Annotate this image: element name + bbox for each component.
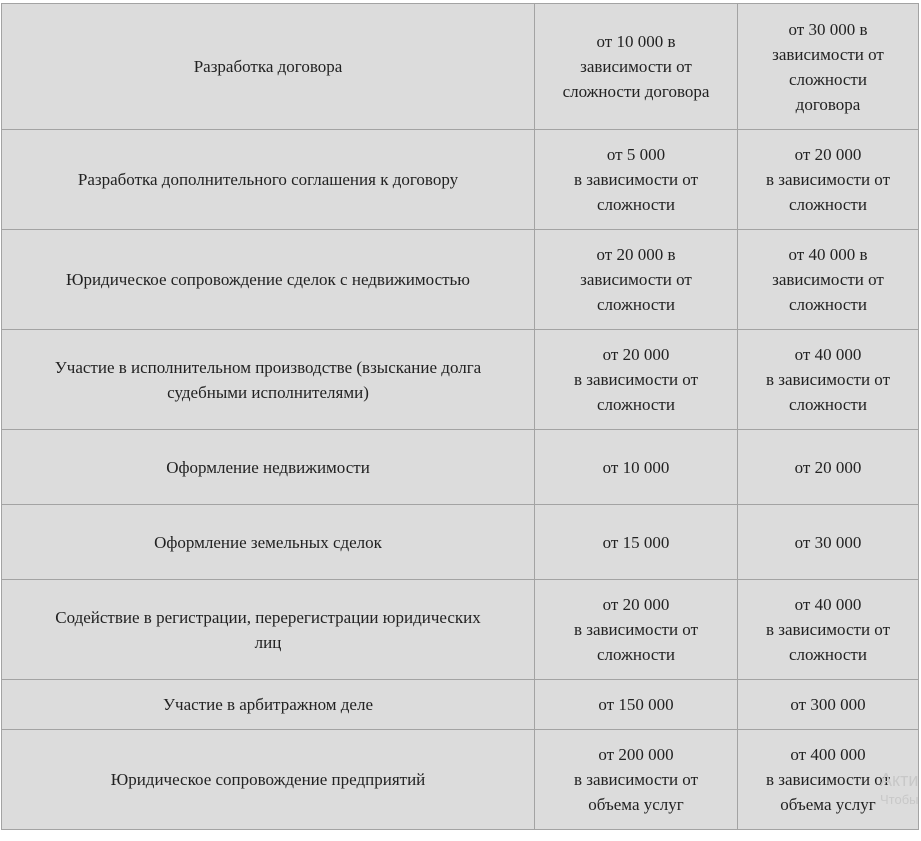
table-row bbox=[2, 130, 919, 230]
table-row bbox=[2, 230, 919, 330]
price-cell bbox=[535, 230, 738, 330]
price-cell bbox=[535, 330, 738, 430]
service-cell: Юридическое сопровождение предприятий bbox=[2, 730, 535, 830]
price-line: от 5 000 bbox=[606, 145, 666, 164]
price-line: сложности bbox=[597, 295, 675, 314]
price-cell bbox=[738, 430, 919, 505]
price-cell bbox=[535, 680, 738, 730]
price-cell bbox=[738, 580, 919, 680]
price-cell bbox=[738, 230, 919, 330]
service-cell: Юридическое сопровождение сделок с недвижимостью bbox=[2, 230, 535, 330]
price-line: в зависимости от bbox=[573, 170, 698, 189]
service-line: судебными исполнителями) bbox=[167, 382, 369, 402]
price-line: договора bbox=[795, 94, 861, 114]
price-line: зависимости от bbox=[772, 270, 884, 289]
price-line: сложности bbox=[789, 645, 867, 664]
price-line: от 10 000 в bbox=[596, 32, 676, 51]
price-cell bbox=[535, 580, 738, 680]
price-line: сложности bbox=[789, 69, 867, 89]
price-cell bbox=[535, 4, 738, 130]
service-cell bbox=[2, 580, 535, 680]
table-row bbox=[2, 580, 919, 680]
price-line: в зависимости от bbox=[765, 170, 890, 189]
price-line: зависимости от bbox=[580, 57, 692, 76]
watermark-line: Акти bbox=[880, 770, 919, 790]
price-line: объема услуг bbox=[588, 795, 684, 814]
price-line: от 20 000 bbox=[794, 457, 862, 477]
table-row bbox=[2, 430, 919, 505]
service-cell: Оформление недвижимости bbox=[2, 430, 535, 505]
price-line: сложности bbox=[789, 295, 867, 314]
price-line: от 10 000 bbox=[602, 457, 670, 477]
table-row bbox=[2, 680, 919, 730]
price-line: сложности bbox=[597, 645, 675, 664]
price-line: от 20 000 bbox=[602, 345, 670, 364]
service-line: Участие в исполнительном производстве (взыскание долга bbox=[54, 357, 482, 377]
price-line: от 20 000 bbox=[794, 145, 862, 164]
watermark-line: Чтобы bbox=[880, 792, 919, 807]
table-row bbox=[2, 730, 919, 830]
service-cell bbox=[2, 330, 535, 430]
price-line: сложности bbox=[789, 395, 867, 414]
price-table bbox=[1, 3, 919, 830]
table-row bbox=[2, 505, 919, 580]
price-cell bbox=[535, 505, 738, 580]
price-line: в зависимости от bbox=[573, 370, 698, 389]
price-line: в зависимости от bbox=[765, 770, 890, 789]
price-line: сложности bbox=[789, 195, 867, 214]
service-cell: Разработка договора bbox=[2, 4, 535, 130]
price-cell bbox=[535, 730, 738, 830]
price-cell bbox=[738, 505, 919, 580]
service-cell: Участие в арбитражном деле bbox=[2, 680, 535, 730]
price-line: от 40 000 bbox=[794, 595, 862, 614]
service-cell: Разработка дополнительного соглашения к договору bbox=[2, 130, 535, 230]
service-line: лиц bbox=[254, 632, 282, 652]
price-line: от 40 000 bbox=[794, 345, 862, 364]
price-line: в зависимости от bbox=[573, 770, 698, 789]
price-line: сложности bbox=[597, 195, 675, 214]
price-line: от 15 000 bbox=[602, 532, 670, 552]
price-cell bbox=[738, 680, 919, 730]
price-line: от 30 000 в bbox=[788, 19, 868, 39]
price-line: от 300 000 bbox=[790, 695, 866, 714]
price-line: в зависимости от bbox=[765, 620, 890, 639]
price-line: объема услуг bbox=[780, 795, 876, 814]
service-cell: Оформление земельных сделок bbox=[2, 505, 535, 580]
price-line: от 20 000 bbox=[602, 595, 670, 614]
activation-watermark bbox=[880, 770, 919, 810]
price-line: от 20 000 в bbox=[596, 245, 676, 264]
price-line: в зависимости от bbox=[573, 620, 698, 639]
price-cell bbox=[738, 130, 919, 230]
price-cell bbox=[738, 330, 919, 430]
price-line: от 40 000 в bbox=[788, 245, 868, 264]
price-line: от 30 000 bbox=[794, 532, 862, 552]
price-cell bbox=[738, 4, 919, 130]
price-line: от 400 000 bbox=[790, 745, 866, 764]
price-line: от 200 000 bbox=[598, 745, 674, 764]
price-line: от 150 000 bbox=[598, 695, 674, 714]
price-cell bbox=[535, 130, 738, 230]
table-row bbox=[2, 4, 919, 130]
table-row bbox=[2, 330, 919, 430]
price-cell bbox=[535, 430, 738, 505]
price-line: сложности договора bbox=[562, 82, 710, 101]
price-line: зависимости от bbox=[772, 44, 884, 64]
price-line: в зависимости от bbox=[765, 370, 890, 389]
price-line: сложности bbox=[597, 395, 675, 414]
price-line: зависимости от bbox=[580, 270, 692, 289]
service-line: Содействие в регистрации, перерегистрации юридических bbox=[55, 607, 481, 627]
